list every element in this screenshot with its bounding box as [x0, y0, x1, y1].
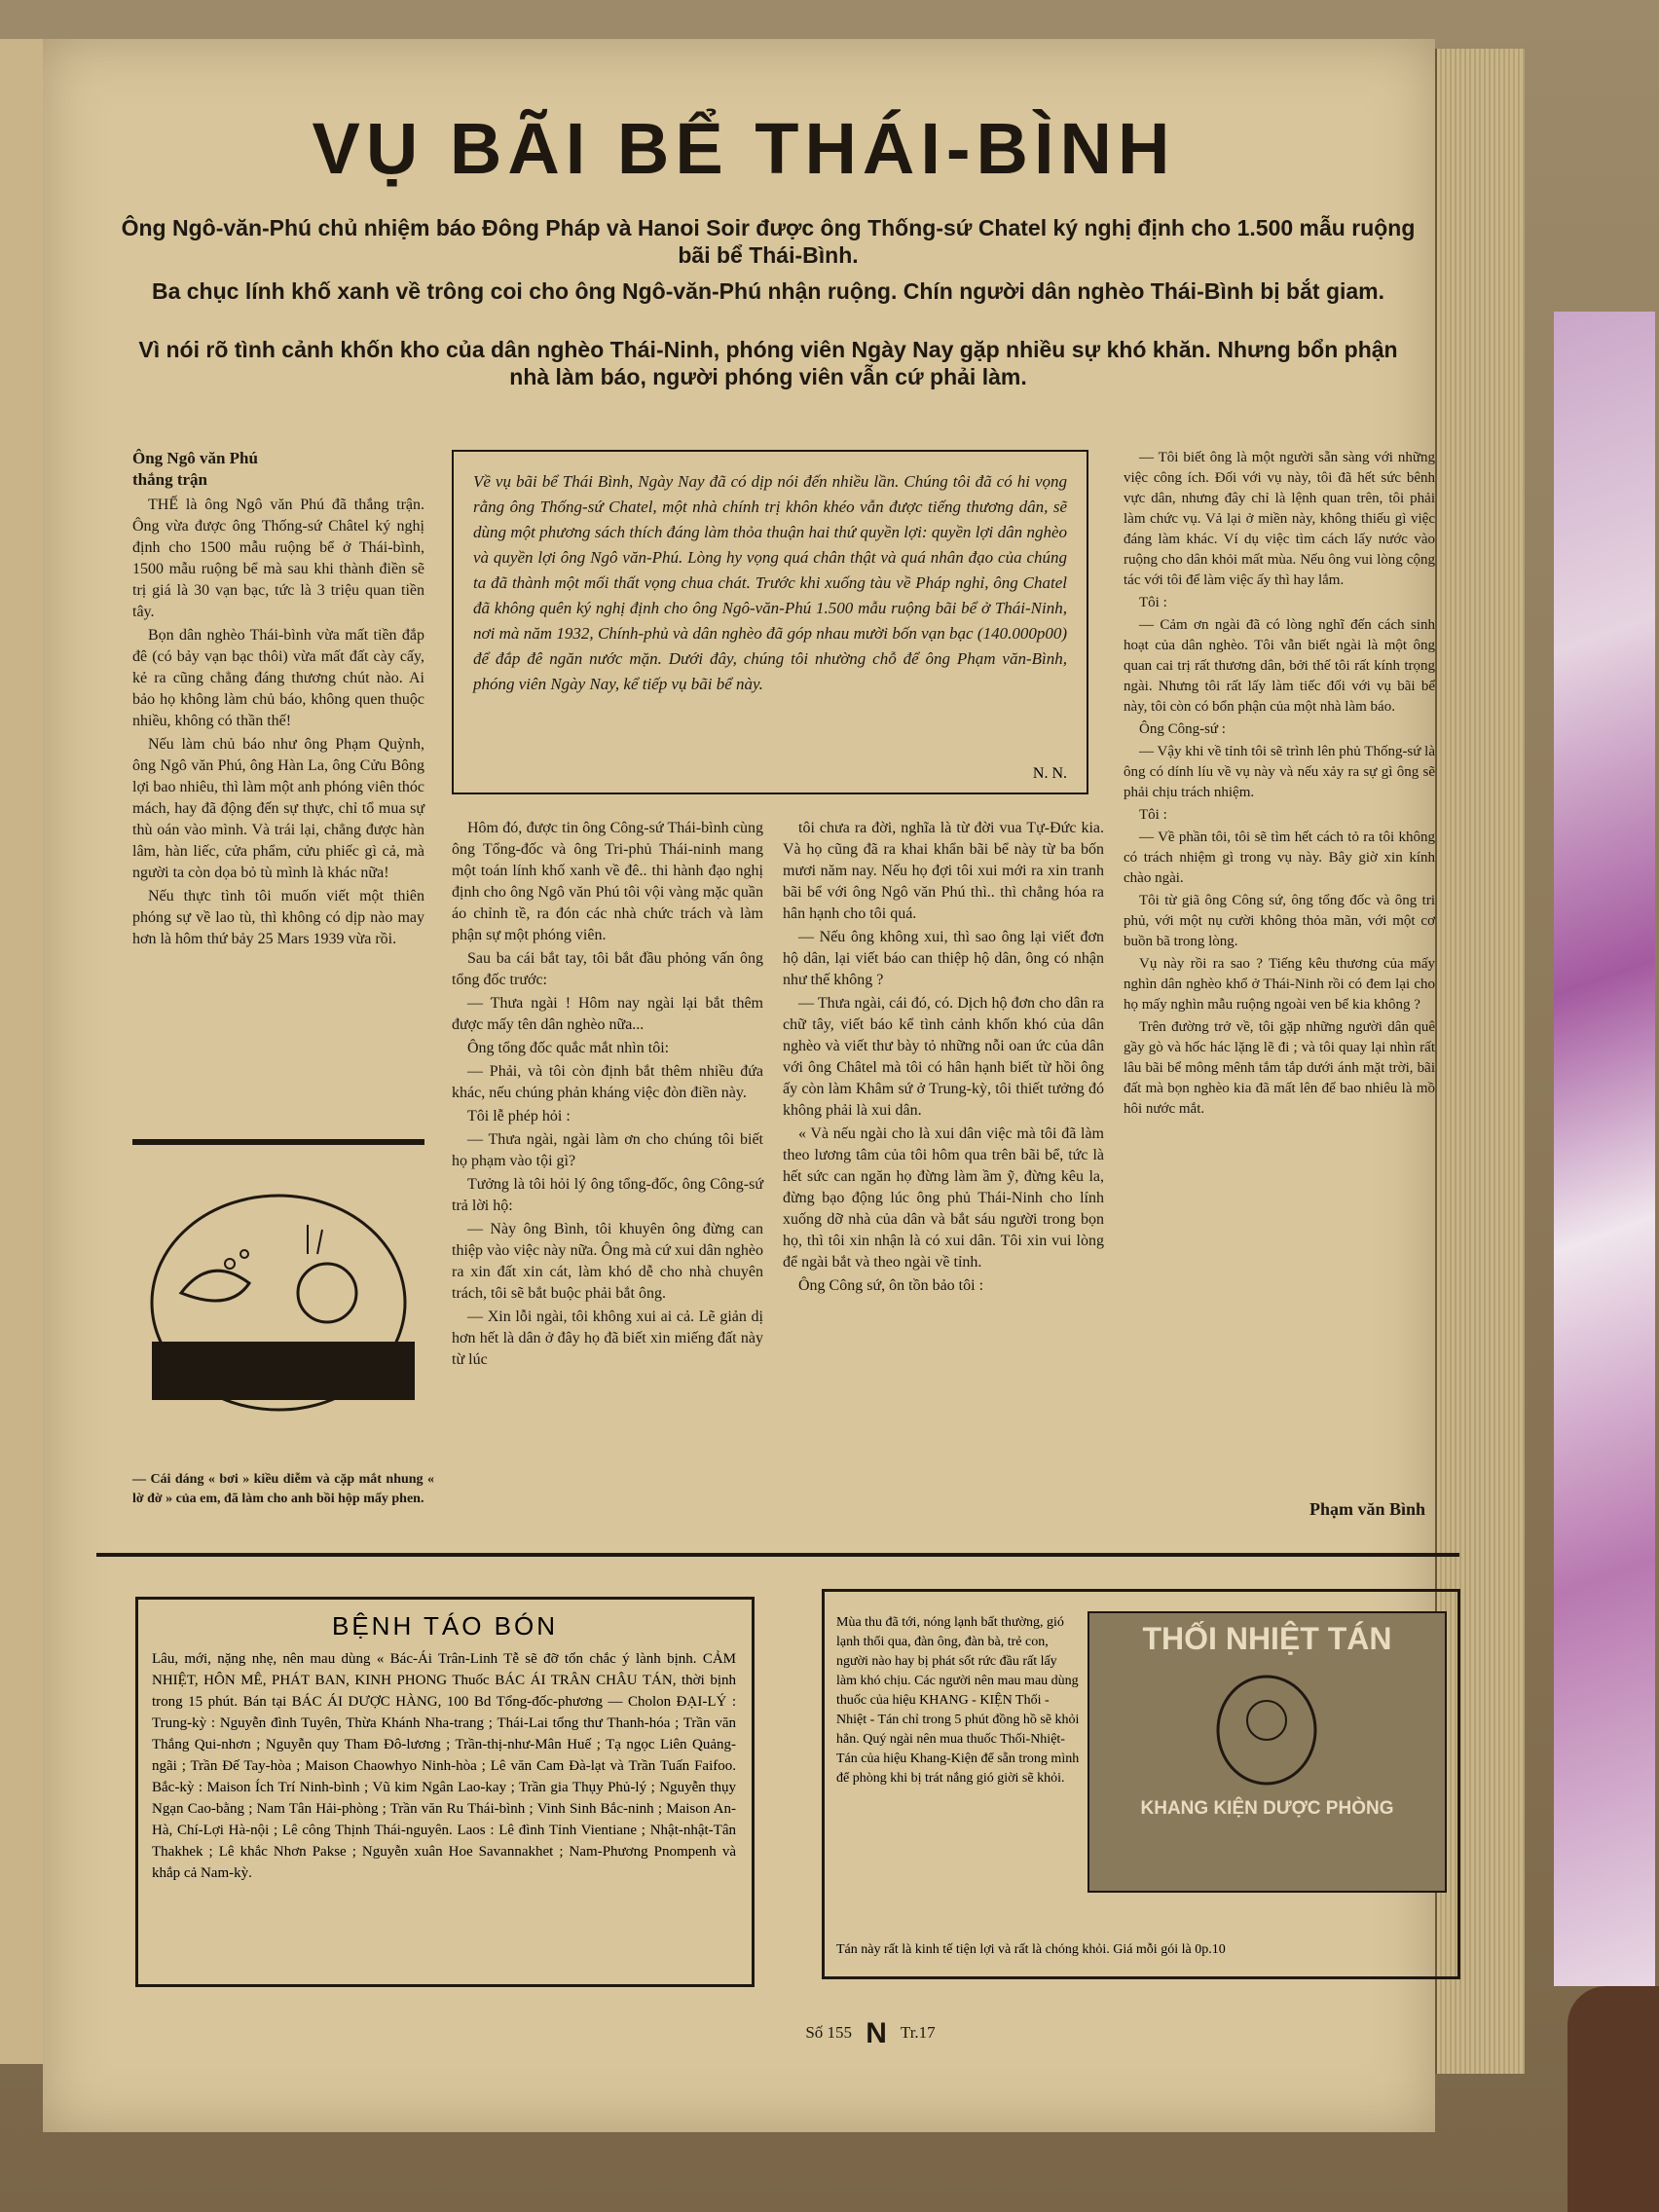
marbled-endpaper [1554, 312, 1655, 1986]
editor-note-text: Về vụ bãi bể Thái Bình, Ngày Nay đã có dịp nói đến nhiều lần. Chúng tôi đã có hi vọng rằng ông Thống-sứ Chatel, một nhà chính trị khôn khéo vẫn được tiếng thương dân, sẽ dùng một phương sách thích đáng làm thỏa thuận hai thứ quyền lợi: quyền lợi dân nghèo và quyền lợi ông Ngô văn-Phú. Lòng hy vọng quá chân thật và quá nhân đạo của chúng ta đã thành một mối thất vọng chua chát. Trước khi xuống tàu về Pháp nghỉ, ông Chatel đã không quên ký nghị định cho ông Ngô-văn-Phú 1.500 mẫu ruộng bãi bể ở Thái-Ninh, nơi mà năm 1932, Chính-phủ và dân nghèo đã góp nhau mười bốn vạn bạc (140.000p00) để đắp đê ngăn nước mặn. Dưới đây, chúng tôi nhường chỗ để ông Phạm văn-Bình, phóng viên Ngày Nay, kể tiếp vụ bãi bể này. [473, 472, 1067, 693]
fish-shape [181, 1271, 249, 1301]
ad-title: BỆNH TÁO BÓN [331, 1611, 558, 1641]
paragraph: Ông Công-sứ : [1139, 721, 1226, 737]
paragraph: THẾ là ông Ngô văn Phú đã thắng trận. Ông vừa được ông Thống-sứ Châtel ký nghị định cho 1500 mẫu ruộng bể ở Thái-bình, 1500 mẫu ruộng bể mà sau khi thành điền sẽ trị giá là 30 vạn bạc, tức là 3 triệu quan tiền tây. [132, 497, 424, 620]
paragraph: Tôi từ giã ông Công sứ, ông tổng đốc và ông tri phủ, với một nụ cười không thỏa mãn, với một cơ buồn bã trong lòng. [1124, 893, 1435, 949]
deck-line-3: Vì nói rõ tình cảnh khốn kho của dân nghèo Thái-Ninh, phóng viên Ngày Nay gặp nhiều sự khó khăn. Nhưng bổn phận nhà làm báo, người phóng viên vẫn cứ phải làm. [138, 337, 1398, 389]
bubble [240, 1250, 248, 1258]
ngay-nay-logo: N [866, 2017, 887, 2049]
paragraph: — Nếu ông không xui, thì sao ông lại viết đơn hộ dân, lại viết báo can thiệp hộ dân, ông có nhận như thế không ? [783, 929, 1104, 988]
column-4 [1124, 448, 1435, 1122]
paragraph: — Này ông Bình, tôi khuyên ông đừng can thiệp vào việc này nữa. Ông mà cứ xui dân nghèo ra xin đất xin cát, làm khó dễ cho nhà chuyên trách, tôi sẽ bắt buộc phải bắt ông. [452, 1221, 763, 1302]
plant [308, 1225, 322, 1254]
bubble [225, 1259, 235, 1269]
byline: Phạm văn Bình [1309, 1499, 1425, 1519]
paragraph: Tôi lễ phép hỏi : [467, 1108, 571, 1124]
paragraph: Bọn dân nghèo Thái-bình vừa mất tiền đắp đê (có bảy vạn bạc thôi) vừa mất đất cày cấy, kẻ ra cũng chẳng đáng thương chút nào. Ai bảo họ không làm chủ báo, không quen thuộc nhiều, không có thần thế! [132, 627, 424, 729]
editor-note-box [452, 450, 1088, 794]
paragraph: Tôi : [1139, 595, 1167, 610]
paragraph: Ông tổng đốc quắc mắt nhìn tôi: [467, 1040, 670, 1056]
paragraph: Tôi : [1139, 807, 1167, 823]
column-3 [783, 818, 1104, 1299]
frog-head [298, 1264, 356, 1322]
paragraph: — Xin lỗi ngài, tôi không xui ai cả. Lẽ giản dị hơn hết là dân ở đây họ đã biết xin miếng đất này từ lúc [452, 1309, 763, 1368]
paragraph: Ông Công sứ, ôn tồn bảo tôi : [798, 1277, 984, 1294]
ad-brand: THỐI NHIỆT TÁN [1142, 1621, 1392, 1656]
editor-signature: N. N. [1032, 765, 1067, 782]
ad-footer: Tán này rất là kinh tế tiện lợi và rất là chóng khỏi. Giá mỗi gói là 0p.10 [836, 1942, 1226, 1957]
subhead: Ông Ngô văn Phú thắng trận [132, 449, 258, 489]
paragraph: — Thưa ngài, ngài làm ơn cho chúng tôi biết họ phạm vào tội gì? [452, 1131, 763, 1169]
column-2 [452, 818, 763, 1373]
paragraph: — Tôi biết ông là một người sẵn sàng với những việc công ích. Đối với vụ này, tôi đã hết sức bênh vực dân, nhưng đây chỉ là lệnh quan trên, tôi phải làm chức vụ. Vả lại ở miền này, không thiếu gì việc đáng làm khác. Ví dụ việc tìm cách lấy nước vào ruộng cho dân khỏi mất mùa. Nếu ông vui lòng cộng tác với tôi để làm việc ấy thì hay lắm. [1124, 450, 1435, 588]
paragraph: — Phải, và tôi còn định bắt thêm nhiều đứa khác, nếu chúng phản kháng việc đòn điền này. [452, 1063, 763, 1101]
paragraph: Vụ này rồi ra sao ? Tiếng kêu thương của mấy nghìn dân nghèo khổ ở Thái-Ninh rồi có đem lại cho họ mấy nghìn mẫu ruộng ngoài ven bể kia không ? [1124, 956, 1435, 1013]
paragraph: Tưởng là tôi hỏi lý ông tổng-đốc, ông Công-sứ trả lời hộ: [452, 1176, 763, 1214]
divider [132, 1139, 424, 1145]
paragraph: Hôm đó, được tin ông Công-sứ Thái-bình cùng ông Tổng-đốc và ông Tri-phủ Thái-ninh mang một toán lính khố xanh về đê.. thi hành đạo nghị định cho ông Ngô văn Phú tôi vội vàng mặc quần áo chỉnh tề, ra đón các nhà chức trách và làm phận sự một phóng viên. [452, 820, 763, 943]
hand [1567, 1986, 1659, 2212]
paragraph: — Thưa ngài ! Hôm nay ngài lại bắt thêm được mấy tên dân nghèo nữa... [452, 995, 763, 1033]
paragraph: — Cảm ơn ngài đã có lòng nghĩ đến cách sinh hoạt của dân nghèo. Tôi vẫn biết ngài là một ông quan cai trị rất thương dân, bởi thế tôi rất kính trọng ngài. Nhưng tôi rất lấy làm tiếc đối với vụ bãi bể này, tôi còn có bổn phận của một nhà làm báo. [1124, 617, 1435, 715]
column-1 [132, 495, 424, 952]
ad-body: Lâu, mới, nặng nhẹ, nên mau dùng « Bác-Ái Trân-Linh Tễ sẽ đỡ tổn chắc ý lành bịnh. CẢM NHIỆT, HÔN MÊ, PHÁT BAN, KINH PHONG Thuốc BÁC ÁI TRÂN CHÂU TÁN, thời bịnh trong 15 phút. Bán tại BÁC ÁI DƯỢC HÀNG, 100 Bd Tổng-đốc-phương — Cholon ĐẠI-LÝ : Trung-kỳ : Nguyễn đình Tuyên, Thừa Khánh Nha-trang ; Thái-Lai tổng thư Thanh-hóa ; Trần văn Thắng Qui-nhơn ; Nguyễn quy Tham Đô-lương ; Trần-thị-như-Mân Huế ; Tạ ngọc Liên Quảng-ngãi ; Trần Đế Tay-hòa ; Maison Chaowhyo Ninh-hòa ; Lê văn Cam Đà-lạt và Trần Tuấn Faifoo. Bắc-kỳ : Maison Ích Trí Ninh-bình ; Vũ kim Ngân Lao-kay ; Trần gia Thụy Phủ-lý ; Nguyễn thụy Ngạn Cao-bằng ; Nam Tân Hải-phòng ; Trần văn Ru Thái-bình ; Vinh Sinh Bắc-ninh ; Maison An-Hà, Chí-Lợi Hà-nội ; Lê công Thịnh Thái-nguyên. Laos : Lê đình Tỉnh Vientiane ; Nhật-nhật-Tân Thakhek ; Lê khắc Nhơn Pakse ; Nguyễn xuân Hoe Savannakhet ; Nam-Phương Pnompenh và khắp cả Nam-kỳ. [152, 1651, 736, 1881]
paragraph: Nếu thực tình tôi muốn viết một thiên phóng sự về lao tù, thì không có dịp nào may hơn là hôm thứ bảy 25 Mars 1939 vừa rồi. [132, 888, 424, 947]
newspaper-page [43, 39, 1435, 2132]
ad-illustration [1088, 1611, 1447, 1893]
paragraph: — Vậy khi về tỉnh tôi sẽ trình lên phủ Thống-sứ là ông có dính líu về vụ này và nếu xảy ra sự gì ông sẽ phải chịu trách nhiệm. [1124, 744, 1435, 800]
ad-emblem-icon [1211, 1672, 1323, 1788]
cartoon-caption: — Cái dáng « bơi » kiều diễm và cặp mắt nhung « lờ đờ » của em, đã làm cho anh bồi hộp mấy phen. [132, 1472, 434, 1506]
fishbowl-base [152, 1342, 415, 1400]
ad-maker: KHANG KIỆN DƯỢC PHÒNG [1140, 1798, 1394, 1819]
separator-rule [96, 1553, 1459, 1557]
paragraph: Trên đường trở về, tôi gặp những người dân quê gầy gò và hốc hác lặng lẽ đi ; và tôi quay lại nhìn rất lâu bãi bể mông mênh tắm tắp dưới ánh mặt trời, bãi đất mà bọn nghèo kia đã mất lên để bao nhiêu là mồ hôi nước mắt. [1124, 1019, 1435, 1117]
ad-body: Mùa thu đã tới, nóng lạnh bất thường, gió lạnh thổi qua, đàn ông, đàn bà, trẻ con, người nào hay bị phát sốt rức đầu rất lấy làm khó chịu. Các người nên mau mau dùng thuốc của hiệu KHANG - KIỆN Thối - Nhiệt - Tán chỉ trong 5 phút đồng hồ sẽ khỏi hẳn. Quý ngài nên mua thuốc Thối-Nhiệt-Tán của hiệu Khang-Kiện để sẵn trong mình để phòng khi bị trát nắng gió giời sẽ khỏi. [836, 1615, 1080, 1786]
page-number: Tr.17 [900, 2022, 936, 2042]
paragraph: Sau ba cái bắt tay, tôi bắt đầu phỏng vấn ông tổng đốc trước: [452, 950, 763, 988]
paragraph: tôi chưa ra đời, nghĩa là từ đời vua Tự-Đức kia. Và họ cũng đã ra khai khẩn bãi bể này từ ba bốn mươi năm nay. Nếu họ đợi tôi xui mới ra xin tranh bãi bể với ông Ngô văn Phú thì.. thì chẳng hóa ra hân hạnh cho tôi quá. [783, 820, 1104, 922]
left-page-edge [0, 39, 46, 2064]
paragraph: « Và nếu ngài cho là xui dân việc mà tôi đã làm theo lương tâm của tôi hôm qua trên bãi bể, tức là hết sức can ngăn họ đừng làm ầm ỹ, đừng kêu la, đừng bạo động lúc ông phủ Thái-Ninh cho lính xuống dỡ nhà của dân và bắt sáu người trong bọn họ, thì tôi xin nhận là có xui dân. Tôi xin vui lòng để ngài bắt và theo ngài về tỉnh. [783, 1125, 1104, 1271]
paragraph: — Thưa ngài, cái đó, có. Dịch hộ đơn cho dân ra chữ tây, viết báo kể tình cảnh khốn khó của dân nghèo và viết thư bày tỏ những nỗi oan ức của dân với ông Châtel mà tôi có hân hạnh biết từ hồi ông ấy còn làm Khâm sứ ở Trung-kỳ, tôi thiết tưởng đó không phải là xui dân. [783, 995, 1104, 1119]
page-footer [724, 2017, 1016, 2050]
issue-number: Số 155 [805, 2022, 853, 2042]
advertisement-benh-tao-bon [135, 1597, 755, 1987]
cartoon-illustration [132, 1157, 434, 1449]
deck-line-1: Ông Ngô-văn-Phú chủ nhiệm báo Đông Pháp và Hanoi Soir được ông Thống-sứ Chatel ký nghị định cho 1.500 mẫu ruộng bãi bể Thái-Bình. [121, 215, 1416, 268]
deck-line-2: Ba chục lính khố xanh về trông coi cho ông Ngô-văn-Phú nhận ruộng. Chín người dân nghèo Thái-Bình bị bắt giam. [151, 278, 1385, 304]
paragraph: Nếu làm chủ báo như ông Phạm Quỳnh, ông Ngô văn Phú, ông Hàn La, ông Cửu Bông lợi bao nhiêu, thì làm một anh phóng viên thóc mách, hay đã động đến sự thực, chỉ tổ mua sự thù oán vào mình. Và trái lại, chẳng được hàn lâm, hàn liếc, cửa phẩm, cửu phiếc gì cả, mà người ta còn dọa bỏ tù mình là khác nữa! [132, 736, 424, 881]
headline: VỤ BÃI BỂ THÁI-BÌNH [312, 108, 1176, 189]
advertisement-thoi-nhiet-tan [822, 1589, 1460, 1979]
paragraph: — Về phần tôi, tôi sẽ tìm hết cách tỏ ra tôi không có trách nhiệm gì trong vụ này. Bây giờ xin kính chào ngài. [1124, 830, 1435, 886]
